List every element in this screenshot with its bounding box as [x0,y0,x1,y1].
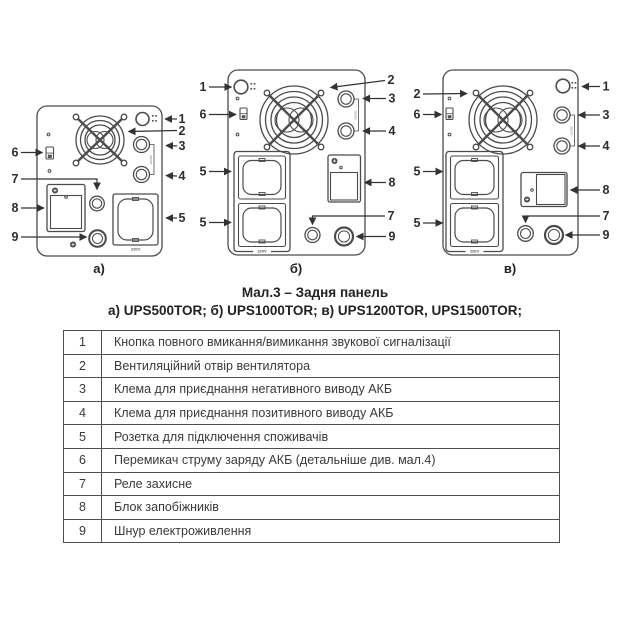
legend-description: Шнур електроживлення [102,519,560,543]
table-row [64,425,560,449]
legend-number: 3 [64,378,102,402]
terminal-voltage-label: 36VDC [569,125,574,136]
callout-4: 4 [388,124,396,138]
figure-subtitle: а) UPS500TOR; б) UPS1000TOR; в) UPS1200TOR, UPS1500TOR; [107,303,523,318]
relay-icon [518,226,534,242]
power-cord-icon [545,226,563,244]
callout-5: 5 [199,164,207,179]
fan-grille-icon [260,86,328,154]
legend-description: Клема для приєднання позитивного виводу АКБ [102,401,560,425]
panel-hole [47,133,50,136]
callout-5: 5 [199,215,207,230]
panel-hole [448,133,451,136]
callout-4: 4 [178,169,186,183]
legend-number: 4 [64,401,102,425]
legend-number: 8 [64,496,102,520]
panel-hole [236,133,239,136]
outlet-socket-icon [113,194,158,252]
callout-7: 7 [602,209,610,223]
panel-hole [236,97,239,100]
charge-switch-icon [240,108,247,120]
callout-2: 2 [387,73,395,87]
buzzer-button-icon [136,113,157,126]
callout-9: 9 [11,230,19,244]
power-cord-icon [89,230,106,247]
terminal-positive-icon [338,123,354,139]
terminal-negative-icon [554,107,570,123]
charge-switch-icon [446,108,453,120]
callout-3: 3 [602,108,610,122]
callout-5: 5 [178,211,186,225]
panel-v-label: в) [503,261,517,276]
buzzer-button-icon [234,80,255,94]
callout-5: 5 [413,164,421,179]
callout-7: 7 [387,209,395,223]
callout-8: 8 [602,183,610,197]
legend-description: Перемикач струму заряду АКБ (детальніше див. мал.4) [102,448,560,472]
table-row [64,519,560,543]
socket-voltage-label: 220V [257,248,267,254]
callout-9: 9 [388,229,396,244]
legend-number: 6 [64,448,102,472]
power-cord-icon [335,228,353,246]
panel-a [37,106,162,256]
terminal-positive-icon [134,167,150,183]
callout-2: 2 [178,124,186,138]
legend-number: 2 [64,354,102,378]
terminal-negative-icon [338,91,354,107]
callout-8: 8 [11,201,19,215]
legend-table [63,330,560,543]
panel-v [443,70,578,255]
callout-6: 6 [199,107,207,122]
panel-hole [448,97,451,100]
table-row [64,401,560,425]
buzzer-button-icon [556,79,576,93]
fan-grille-icon [73,114,127,166]
callout-2: 2 [413,87,421,101]
legend-description: Вентиляційний отвір вентилятора [102,354,560,378]
callout-1: 1 [602,79,610,94]
callout-1: 1 [199,80,207,94]
figure-caption: Мал.3 – Задня панель [241,285,389,300]
callout-3: 3 [178,139,186,153]
callout-8: 8 [388,175,396,190]
fuse-block-icon [521,173,567,207]
relay-icon [90,196,105,211]
callout-9: 9 [602,228,610,242]
legend-number: 7 [64,472,102,496]
panel-hole [48,170,51,173]
legend-number: 5 [64,425,102,449]
terminal-positive-icon [554,138,570,154]
table-row [64,448,560,472]
fuse-block-icon [47,185,85,232]
rear-panel-figure [0,0,630,285]
callout-4: 4 [602,139,610,153]
fan-grille-icon [469,86,537,154]
legend-number: 9 [64,519,102,543]
callout-6: 6 [11,145,19,160]
legend-description: Блок запобіжників [102,496,560,520]
callout-1: 1 [178,112,186,126]
legend-description: Реле захисне [102,472,560,496]
callout-6: 6 [413,107,421,122]
panel-b-label: б) [289,261,303,276]
outlet-socket-group [234,152,290,254]
panel-b-callouts [200,73,396,244]
legend-description: Клема для приєднання негативного виводу АКБ [102,378,560,402]
socket-voltage-label: 220V [469,248,480,254]
legend-description: Кнопка повного вмикання/вимикання звукової сигналізації [102,331,560,355]
table-row [64,331,560,355]
table-row [64,472,560,496]
panel-b [228,70,365,255]
callout-3: 3 [388,91,396,106]
table-row [64,354,560,378]
socket-voltage-label: 220V [130,246,141,252]
callout-5: 5 [413,216,421,230]
table-row [64,496,560,520]
table-row [64,378,560,402]
terminal-voltage-label: 36VDC [149,154,153,165]
callout-7: 7 [11,172,19,186]
fuse-block-icon [328,155,361,202]
terminal-voltage-label: 36VDC [353,110,358,120]
terminal-negative-icon [134,137,150,153]
legend-description: Розетка для підключення споживачів [102,425,560,449]
legend-number: 1 [64,331,102,355]
outlet-socket-group [446,152,503,254]
panel-a-label: а) [93,261,105,276]
relay-icon [305,228,320,243]
charge-switch-icon [46,147,54,159]
